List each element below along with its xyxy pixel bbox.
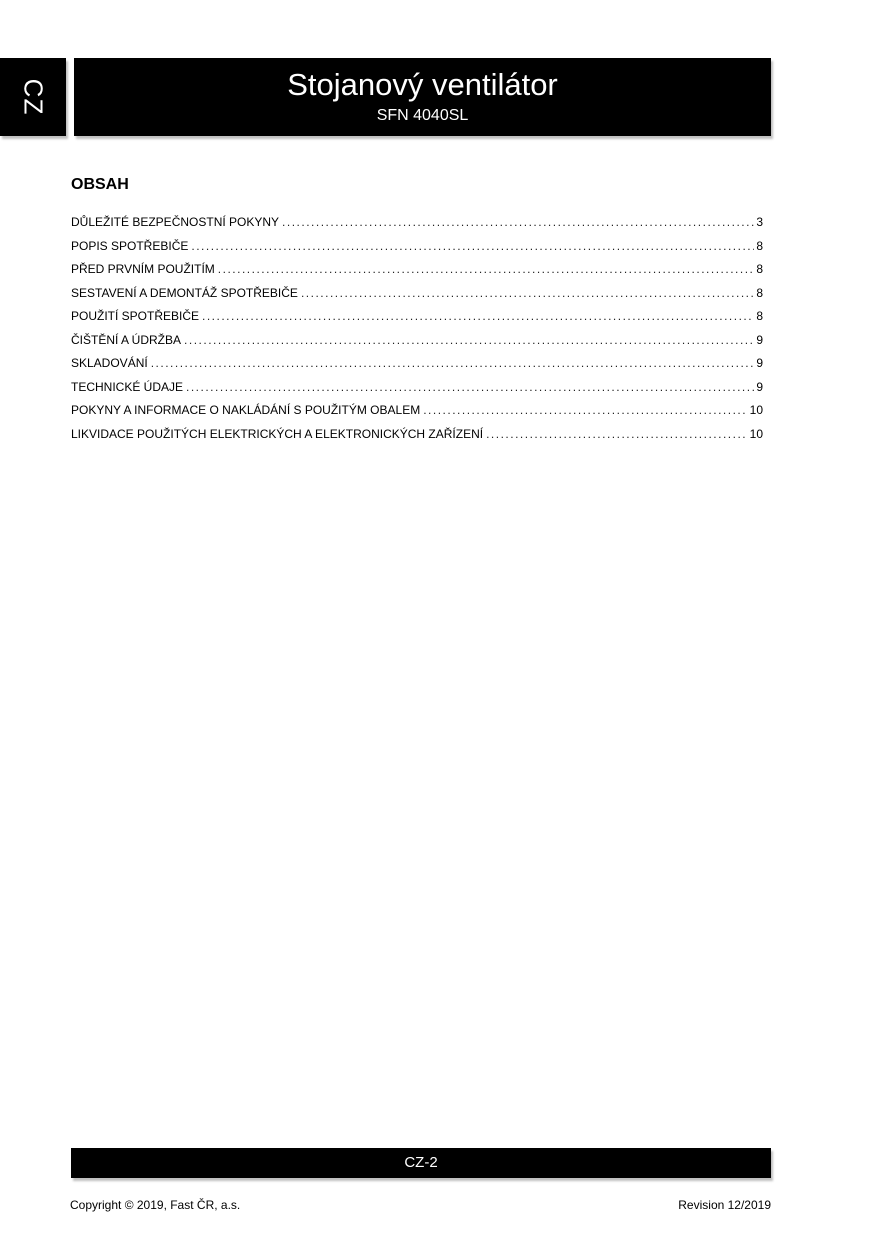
toc-entry[interactable] — [71, 211, 763, 235]
toc-entry[interactable] — [71, 305, 763, 329]
toc-entry-page: 8 — [756, 262, 763, 276]
model-number: SFN 4040SL — [376, 107, 469, 124]
toc-entry-page: 9 — [756, 332, 763, 347]
toc-leader — [191, 235, 754, 259]
toc-entry-page: 8 — [756, 238, 763, 253]
toc-leader — [218, 258, 755, 282]
toc-entry-page: 8 — [756, 309, 763, 323]
toc-heading: OBSAH — [71, 176, 129, 193]
language-tab — [0, 58, 66, 136]
header-bar — [74, 58, 771, 136]
toc-entry[interactable] — [71, 376, 763, 400]
revision-label: Revision 12/2019 — [678, 1198, 771, 1212]
toc-leader — [486, 423, 748, 447]
toc-leader — [301, 282, 754, 306]
toc-entry[interactable] — [71, 352, 763, 376]
toc-entry-label: TECHNICKÉ ÚDAJE — [71, 379, 184, 394]
toc-entry-page: 9 — [756, 379, 763, 394]
table-of-contents — [71, 211, 763, 446]
toc-leader — [202, 305, 754, 329]
toc-entry-label: POKYNY A INFORMACE O NAKLÁDÁNÍ S POUŽITÝM OBALEM — [71, 403, 421, 417]
toc-leader — [151, 352, 755, 376]
toc-entry-label: LIKVIDACE POUŽITÝCH ELEKTRICKÝCH A ELEKTRONICKÝCH ZAŘÍZENÍ — [71, 426, 484, 441]
toc-leader — [186, 376, 754, 400]
toc-leader — [423, 399, 747, 423]
toc-entry-label: SKLADOVÁNÍ — [71, 356, 148, 370]
page-title: Stojanový ventilátor — [287, 67, 558, 102]
toc-entry-page: 10 — [749, 426, 763, 441]
toc-entry-label: PŘED PRVNÍM POUŽITÍM — [71, 262, 215, 276]
toc-entry[interactable] — [71, 329, 763, 353]
toc-entry[interactable] — [71, 423, 763, 447]
copyright-notice: Copyright © 2019, Fast ČR, a.s. — [70, 1198, 241, 1212]
toc-entry-page: 9 — [756, 356, 763, 370]
toc-entry-label: ČIŠTĚNÍ A ÚDRŽBA — [71, 332, 182, 347]
toc-entry[interactable] — [71, 258, 763, 282]
footer-bar — [71, 1148, 771, 1178]
toc-entry[interactable] — [71, 399, 763, 423]
language-code: CZ — [18, 78, 49, 116]
page-number: CZ-2 — [404, 1154, 438, 1171]
toc-entry-page: 8 — [756, 285, 763, 300]
toc-entry[interactable] — [71, 235, 763, 259]
toc-entry[interactable] — [71, 282, 763, 306]
toc-entry-label: POUŽITÍ SPOTŘEBIČE — [71, 309, 200, 323]
toc-leader — [282, 211, 754, 235]
toc-entry-page: 10 — [749, 403, 763, 417]
toc-entry-label: SESTAVENÍ A DEMONTÁŽ SPOTŘEBIČE — [71, 285, 298, 300]
toc-entry-label: POPIS SPOTŘEBIČE — [71, 238, 189, 253]
toc-entry-label: DŮLEŽITÉ BEZPEČNOSTNÍ POKYNY — [71, 215, 280, 229]
toc-leader — [184, 329, 754, 353]
toc-entry-page: 3 — [756, 215, 763, 229]
